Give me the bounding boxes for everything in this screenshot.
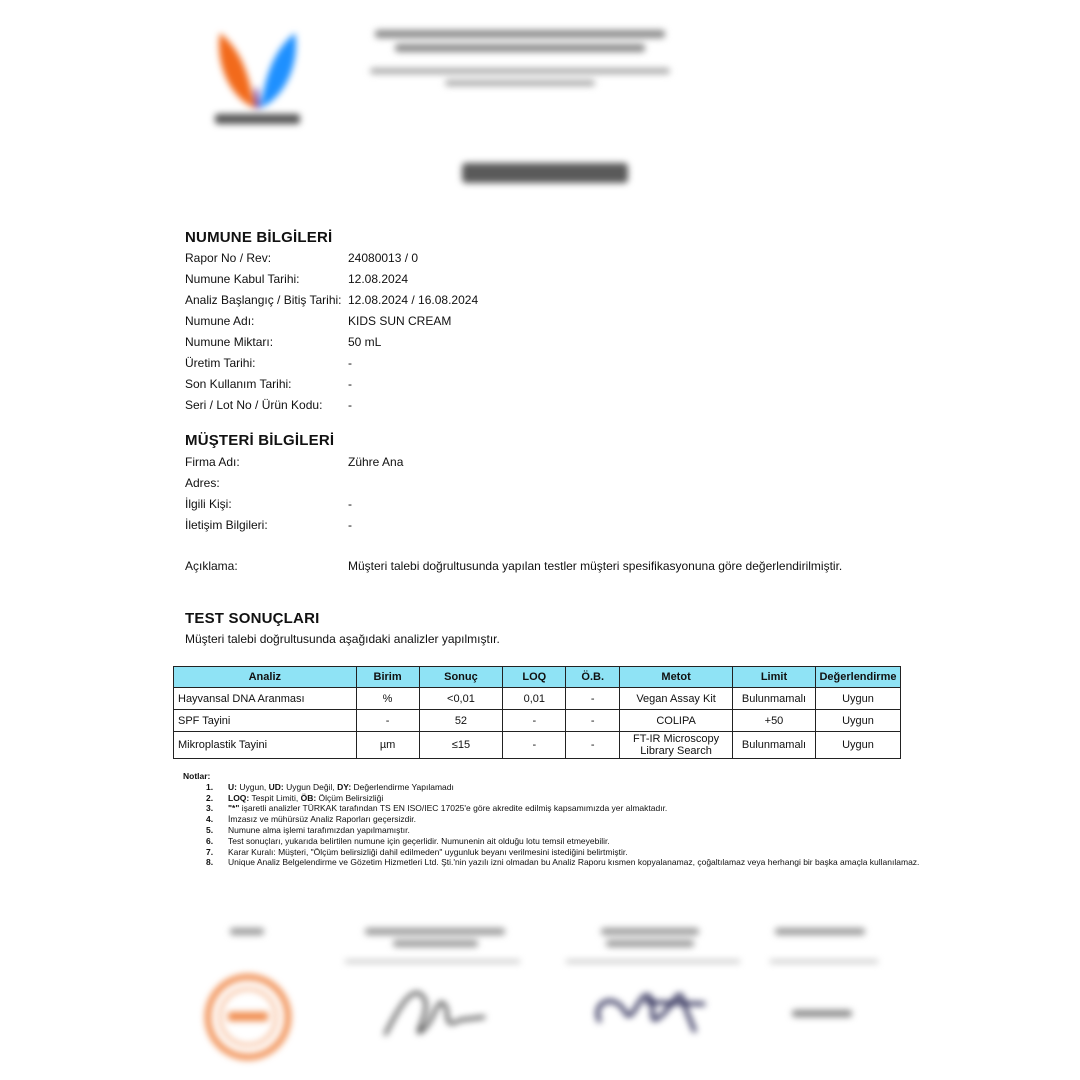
table-cell: Uygun bbox=[815, 710, 900, 732]
table-cell: FT-IR Microscopy Library Search bbox=[620, 732, 733, 759]
table-cell: ≤15 bbox=[419, 732, 503, 759]
company-header-blurred bbox=[365, 30, 675, 92]
column-header: Ö.B. bbox=[566, 667, 620, 688]
table-cell: Bulunmamalı bbox=[733, 732, 816, 759]
table-cell: Uygun bbox=[815, 732, 900, 759]
signer1-label-blurred bbox=[360, 928, 510, 952]
seal-label-blurred bbox=[222, 928, 272, 940]
company-seal bbox=[203, 972, 293, 1062]
signature-2 bbox=[585, 972, 725, 1052]
table-row bbox=[174, 710, 901, 732]
table-cell: % bbox=[356, 688, 419, 710]
results-table bbox=[173, 666, 901, 759]
column-header: Sonuç bbox=[419, 667, 503, 688]
table-cell: COLIPA bbox=[620, 710, 733, 732]
table-cell: 52 bbox=[419, 710, 503, 732]
signer2-label-blurred bbox=[580, 928, 720, 952]
column-header: Limit bbox=[733, 667, 816, 688]
table-cell: SPF Tayini bbox=[174, 710, 357, 732]
table-header-row bbox=[174, 667, 901, 688]
table-cell: µm bbox=[356, 732, 419, 759]
column-header: LOQ bbox=[503, 667, 566, 688]
column-header: Birim bbox=[356, 667, 419, 688]
note-item: 7. Karar Kuralı: Müşteri, "Ölçüm belirsizliği dahil edilmeden" uygunluk beyanı verilmesini istediğini belirtmiştir. bbox=[206, 846, 628, 857]
note-item: 1. U: Uygun, UD: Uygun Değil, DY: Değerlendirme Yapılamadı bbox=[206, 781, 454, 792]
table-cell: - bbox=[356, 710, 419, 732]
column-header: Değerlendirme bbox=[815, 667, 900, 688]
table-cell: <0,01 bbox=[419, 688, 503, 710]
table-cell: Uygun bbox=[815, 688, 900, 710]
column-header: Metot bbox=[620, 667, 733, 688]
note-item: 4. İmzasız ve mühürsüz Analiz Raporları geçersizdir. bbox=[206, 814, 417, 825]
note-item: 6. Test sonuçları, yukarıda belirtilen numune için geçerlidir. Numunenin ait olduğu lotu temsil etmeyebilir. bbox=[206, 835, 610, 846]
company-logo bbox=[210, 28, 305, 133]
table-cell: Mikroplastik Tayini bbox=[174, 732, 357, 759]
sample-info-title: NUMUNE BİLGİLERİ bbox=[185, 229, 333, 246]
table-cell: - bbox=[566, 710, 620, 732]
table-cell: - bbox=[566, 688, 620, 710]
table-cell: Bulunmamalı bbox=[733, 688, 816, 710]
column-header: Analiz bbox=[174, 667, 357, 688]
table-cell: Vegan Assay Kit bbox=[620, 688, 733, 710]
table-cell: +50 bbox=[733, 710, 816, 732]
table-cell: - bbox=[566, 732, 620, 759]
table-cell: - bbox=[503, 732, 566, 759]
table-row bbox=[174, 732, 901, 759]
notes-title: Notlar: bbox=[183, 771, 211, 781]
notes-block bbox=[183, 771, 928, 868]
report-title-blurred bbox=[462, 163, 628, 183]
customer-info-title: MÜŞTERİ BİLGİLERİ bbox=[185, 432, 335, 449]
table-cell: 0,01 bbox=[503, 688, 566, 710]
note-item: 8. Unique Analiz Belgelendirme ve Gözetim Hizmetleri Ltd. Şti.'nin yazılı izni olmadan bu Analiz Raporu kısmen kopyalanamaz, çoğaltılamaz veya herhangi bir başka amaçla kullanılamaz. bbox=[206, 857, 920, 868]
signature-line bbox=[566, 960, 740, 963]
table-cell: - bbox=[503, 710, 566, 732]
signature-line bbox=[345, 960, 520, 963]
table-cell: Hayvansal DNA Aranması bbox=[174, 688, 357, 710]
note-item: 2. LOQ: Tespit Limiti, ÖB: Ölçüm Belirsizliği bbox=[206, 792, 384, 803]
note-item: 5. Numune alma işlemi tarafımızdan yapılmamıştır. bbox=[206, 824, 410, 835]
signature-line bbox=[770, 960, 878, 963]
note-item: 3. "*" işaretli analizler TÜRKAK tarafından TS EN ISO/IEC 17025'e göre akredite edilmiş kapsamımızda yer almaktadır. bbox=[206, 803, 668, 814]
report-date-blurred bbox=[792, 1010, 852, 1017]
date-label-blurred bbox=[770, 928, 870, 940]
test-results-intro: Müşteri talebi doğrultusunda aşağıdaki analizler yapılmıştır. bbox=[185, 632, 500, 646]
signature-1 bbox=[375, 975, 505, 1050]
test-results-title: TEST SONUÇLARI bbox=[185, 610, 320, 627]
table-row bbox=[174, 688, 901, 710]
